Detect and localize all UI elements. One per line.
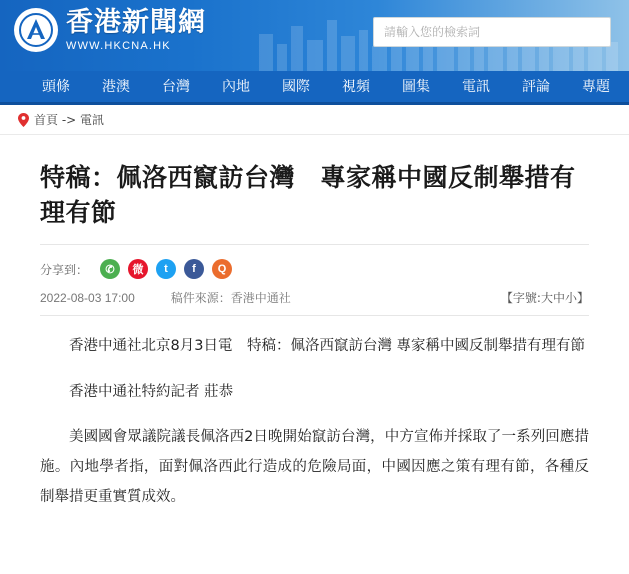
nav-item-taiwan[interactable]: 台灣 (162, 78, 190, 95)
qq-share-icon[interactable]: Q (212, 259, 232, 279)
site-logo-subtitle: WWW.HKCNA.HK (66, 39, 171, 52)
font-size-small[interactable]: 小 (564, 291, 577, 305)
page-title: 特稿：佩洛西竄訪台灣 專家稱中國反制舉措有理有節 (40, 163, 576, 227)
publish-timestamp: 2022-08-03 17:00 (40, 290, 135, 305)
hkcna-monogram-icon (14, 8, 58, 52)
nav-item-video[interactable]: 視頻 (342, 78, 370, 95)
nav-item-gallery[interactable]: 圖集 (402, 78, 430, 95)
breadcrumb (0, 105, 629, 135)
share-icon-group (100, 259, 232, 279)
nav-item-international[interactable]: 國際 (282, 78, 310, 95)
nav-item-headline[interactable]: 頭條 (42, 78, 70, 95)
article-source-label: 稿件來源： (170, 291, 231, 305)
search-box[interactable] (373, 17, 611, 47)
nav-item-special[interactable]: 專題 (582, 78, 610, 95)
breadcrumb-text[interactable]: 首頁 -> 電訊 (34, 113, 105, 127)
nav-item-hkmacau[interactable]: 港澳 (102, 78, 130, 95)
article-paragraph: 香港中通社北京8月3日電 特稿：佩洛西竄訪台灣 專家稱中國反制舉措有理有節 (69, 338, 586, 354)
font-size-medium[interactable]: 中 (552, 291, 565, 305)
article-source-value: 香港中通社 (230, 291, 291, 305)
share-label: 分享到： (40, 262, 89, 277)
article-paragraph: 香港中通社特約記者 莊恭 (69, 383, 234, 400)
main-navigation (0, 71, 629, 105)
location-pin-icon (18, 113, 29, 127)
wechat-share-icon[interactable]: ✆ (100, 259, 120, 279)
font-size-close-bracket: 】 (576, 291, 589, 305)
site-logo-title: 香港新聞網 (66, 6, 206, 38)
article-paragraph: 美國國會眾議院議長佩洛西2日晚開始竄訪台灣，中方宣佈并採取了一系列回應措施。內地學者指，面對佩洛西此行造成的危險局面，中國因應之策有理有節，各種反制舉措更重實質成效。 (40, 429, 589, 505)
site-header (0, 0, 629, 71)
nav-item-mainland[interactable]: 內地 (222, 78, 250, 95)
font-size-control (501, 289, 589, 306)
facebook-share-icon[interactable]: f (184, 259, 204, 279)
site-logo[interactable] (14, 8, 206, 52)
font-size-large[interactable]: 大 (540, 291, 553, 305)
article-meta (40, 279, 589, 316)
article (0, 135, 629, 513)
nav-item-comment[interactable]: 評論 (522, 78, 550, 95)
article-body (40, 316, 589, 513)
font-size-label: 【字號: (500, 291, 541, 305)
twitter-share-icon[interactable]: t (156, 259, 176, 279)
share-row (40, 244, 589, 279)
nav-item-telegram[interactable]: 電訊 (462, 78, 490, 95)
weibo-share-icon[interactable]: 微 (128, 259, 148, 279)
search-input[interactable] (382, 24, 602, 40)
article-source (171, 289, 291, 306)
